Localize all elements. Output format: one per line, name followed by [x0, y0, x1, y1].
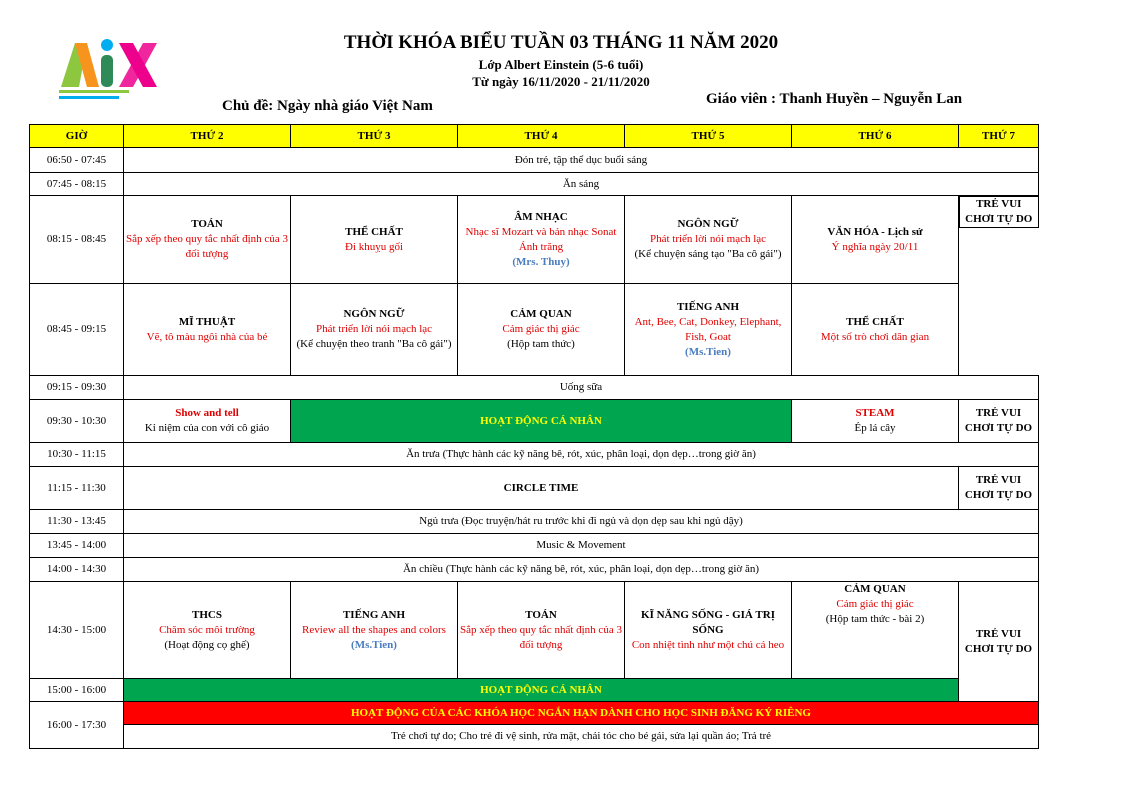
lesson: Ép lá cây: [854, 422, 896, 434]
theme-label: Chủ đề: Ngày nhà giáo Việt Nam: [222, 98, 433, 114]
date-range: Từ ngày 16/11/2020 - 21/11/2020: [472, 74, 650, 89]
class-name: Lớp Albert Einstein (5-6 tuổi): [478, 57, 644, 72]
time-cell: 08:15 - 08:45: [30, 196, 124, 284]
free-play-cell: TRẺ VUI CHƠI TỰ DO: [959, 400, 1039, 443]
activity-cell: [291, 196, 458, 284]
time-cell: 15:00 - 16:00: [30, 679, 124, 702]
lesson-detail: (Kể chuyện theo tranh "Ba cô gái"): [296, 338, 452, 350]
subject: THCS: [192, 608, 222, 621]
lesson: Sắp xếp theo quy tắc nhất định của 3 đối tượng: [460, 623, 622, 651]
time-cell: 09:15 - 09:30: [30, 376, 124, 400]
lesson-detail: (Hoạt động cọ ghế): [164, 638, 250, 651]
lesson: Review all the shapes and colors: [302, 623, 446, 636]
activity-cell: Ăn chiều (Thực hành các kỹ năng bê, rót, xúc, phân loại, dọn dẹp…trong giờ ăn): [124, 558, 1039, 582]
time-cell: 08:45 - 09:15: [30, 284, 124, 376]
activity-cell: [291, 582, 458, 679]
activity-cell: Đón trẻ, tập thể dục buổi sáng: [124, 148, 1039, 173]
subject: MĨ THUẬT: [178, 315, 236, 328]
lesson: Một số trò chơi dân gian: [820, 330, 930, 343]
individual-activity-cell: HOẠT ĐỘNG CÁ NHÂN: [124, 679, 959, 702]
time-cell: 11:30 - 13:45: [30, 510, 124, 534]
activity-cell: Trẻ chơi tự do; Cho trẻ đi vệ sinh, rửa mặt, chải tóc cho bé gái, sửa lại quần áo; Trả trẻ: [124, 725, 1039, 749]
activity-cell: Ăn trưa (Thực hành các kỹ năng bê, rót, xúc, phân loại, dọn dẹp…trong giờ ăn): [124, 443, 1039, 467]
subject: TOÁN: [525, 608, 557, 621]
lesson: Con nhiệt tình như một chú cá heo: [631, 638, 785, 651]
lesson: Phát triển lời nói mạch lạc: [649, 233, 767, 245]
teacher-label: Giáo viên : Thanh Huyền – Nguyễn Lan: [706, 91, 963, 107]
teacher-note: (Mrs. Thuy): [512, 255, 570, 268]
activity-cell: [124, 284, 291, 376]
activity-cell: Music & Movement: [124, 534, 1039, 558]
short-course-cell: HOẠT ĐỘNG CỦA CÁC KHÓA HỌC NGẮN HẠN DÀNH CHO HỌC SINH ĐĂNG KÝ RIÊNG: [124, 702, 1039, 725]
time-cell: 11:15 - 11:30: [30, 467, 124, 510]
lesson-detail: (Hộp tam thức - bài 2): [825, 613, 925, 625]
lesson-detail: (Hộp tam thức): [507, 338, 575, 350]
activity-cell: Ngủ trưa (Đọc truyện/hát ru trước khi đi ngủ và dọn dẹp sau khi ngủ dậy): [124, 510, 1039, 534]
activity-cell: [124, 582, 291, 679]
lesson: Nhạc sĩ Mozart và bản nhạc Sonat Ánh trăng: [465, 225, 617, 253]
activity-cell: [124, 196, 291, 284]
lesson: Vẽ, tô màu ngôi nhà của bé: [146, 330, 268, 343]
activity-cell: [792, 284, 959, 376]
lesson: Cảm giác thị giác: [502, 323, 580, 335]
lesson: Ant, Bee, Cat, Donkey, Elephant, Fish, Goat: [634, 315, 782, 343]
lesson-detail: (Kể chuyện sáng tạo "Ba cô gái"): [634, 248, 782, 260]
activity-cell: [291, 284, 458, 376]
time-cell: 10:30 - 11:15: [30, 443, 124, 467]
subject: KĨ NĂNG SỐNG - GIÁ TRỊ SỐNG: [641, 608, 775, 636]
activity-cell: [458, 196, 625, 284]
activity-cell: Uống sữa: [124, 376, 1039, 400]
col-header-mon: THỨ 2: [124, 125, 291, 148]
activity-cell: [625, 196, 792, 284]
subject: Show and tell: [175, 407, 239, 419]
lesson: Sắp xếp theo quy tắc nhất định của 3 đối tượng: [126, 233, 288, 260]
subject: CẢM QUAN: [844, 583, 906, 595]
subject: THỂ CHẤT: [345, 225, 403, 238]
individual-activity-cell: HOẠT ĐỘNG CÁ NHÂN: [291, 400, 792, 443]
activity-cell: [792, 400, 959, 443]
teacher-note: (Ms.Tien): [351, 638, 397, 651]
free-play-cell: TRẺ VUI CHƠI TỰ DO: [959, 582, 1039, 702]
teacher-note: (Ms.Tien): [685, 345, 731, 358]
subject: VĂN HÓA - Lịch sử: [827, 225, 923, 238]
col-header-wed: THỨ 4: [458, 125, 625, 148]
time-cell: 16:00 - 17:30: [30, 702, 124, 749]
activity-cell: [124, 400, 291, 443]
lesson: Ý nghĩa ngày 20/11: [831, 240, 919, 253]
col-header-sat: THỨ 7: [959, 125, 1039, 148]
subject: CẢM QUAN: [510, 308, 572, 320]
lesson: Kỉ niệm của con với cô giáo: [144, 422, 270, 434]
activity-cell: [625, 582, 792, 679]
activity-cell: [792, 196, 959, 284]
activity-cell: [458, 284, 625, 376]
activity-cell: [792, 582, 959, 679]
lesson: Cảm giác thị giác: [836, 598, 914, 610]
lesson: Chăm sóc môi trường: [159, 623, 255, 636]
free-play-cell: TRẺ VUI CHƠI TỰ DO: [959, 467, 1039, 510]
activity-cell: Ăn sáng: [124, 173, 1039, 196]
subject: ÂM NHẠC: [514, 210, 568, 223]
page-title: THỜI KHÓA BIỂU TUẦN 03 THÁNG 11 NĂM 2020: [343, 32, 779, 53]
col-header-fri: THỨ 6: [792, 125, 959, 148]
subject: TOÁN: [191, 218, 223, 230]
lesson: Phát triển lời nói mạch lạc: [315, 323, 433, 335]
col-header-tue: THỨ 3: [291, 125, 458, 148]
time-cell: 14:30 - 15:00: [30, 582, 124, 679]
subject: NGÔN NGỮ: [677, 218, 739, 230]
col-header-time: GIỜ: [30, 125, 124, 148]
subject: STEAM: [855, 407, 895, 419]
activity-cell: [625, 284, 792, 376]
time-cell: 06:50 - 07:45: [30, 148, 124, 173]
time-cell: 09:30 - 10:30: [30, 400, 124, 443]
subject: NGÔN NGỮ: [343, 308, 405, 320]
activity-cell: [458, 582, 625, 679]
lesson: Đi khuỵu gối: [344, 240, 404, 253]
subject: TIẾNG ANH: [676, 300, 740, 313]
time-cell: 13:45 - 14:00: [30, 534, 124, 558]
col-header-thu: THỨ 5: [625, 125, 792, 148]
time-cell: 14:00 - 14:30: [30, 558, 124, 582]
subject: TIẾNG ANH: [342, 608, 406, 621]
timetable: [29, 124, 1039, 749]
circle-time-cell: CIRCLE TIME: [124, 467, 959, 510]
subject: THỂ CHẤT: [846, 315, 904, 328]
free-play-cell: TRẺ VUI CHƠI TỰ DO: [959, 196, 1039, 228]
time-cell: 07:45 - 08:15: [30, 173, 124, 196]
